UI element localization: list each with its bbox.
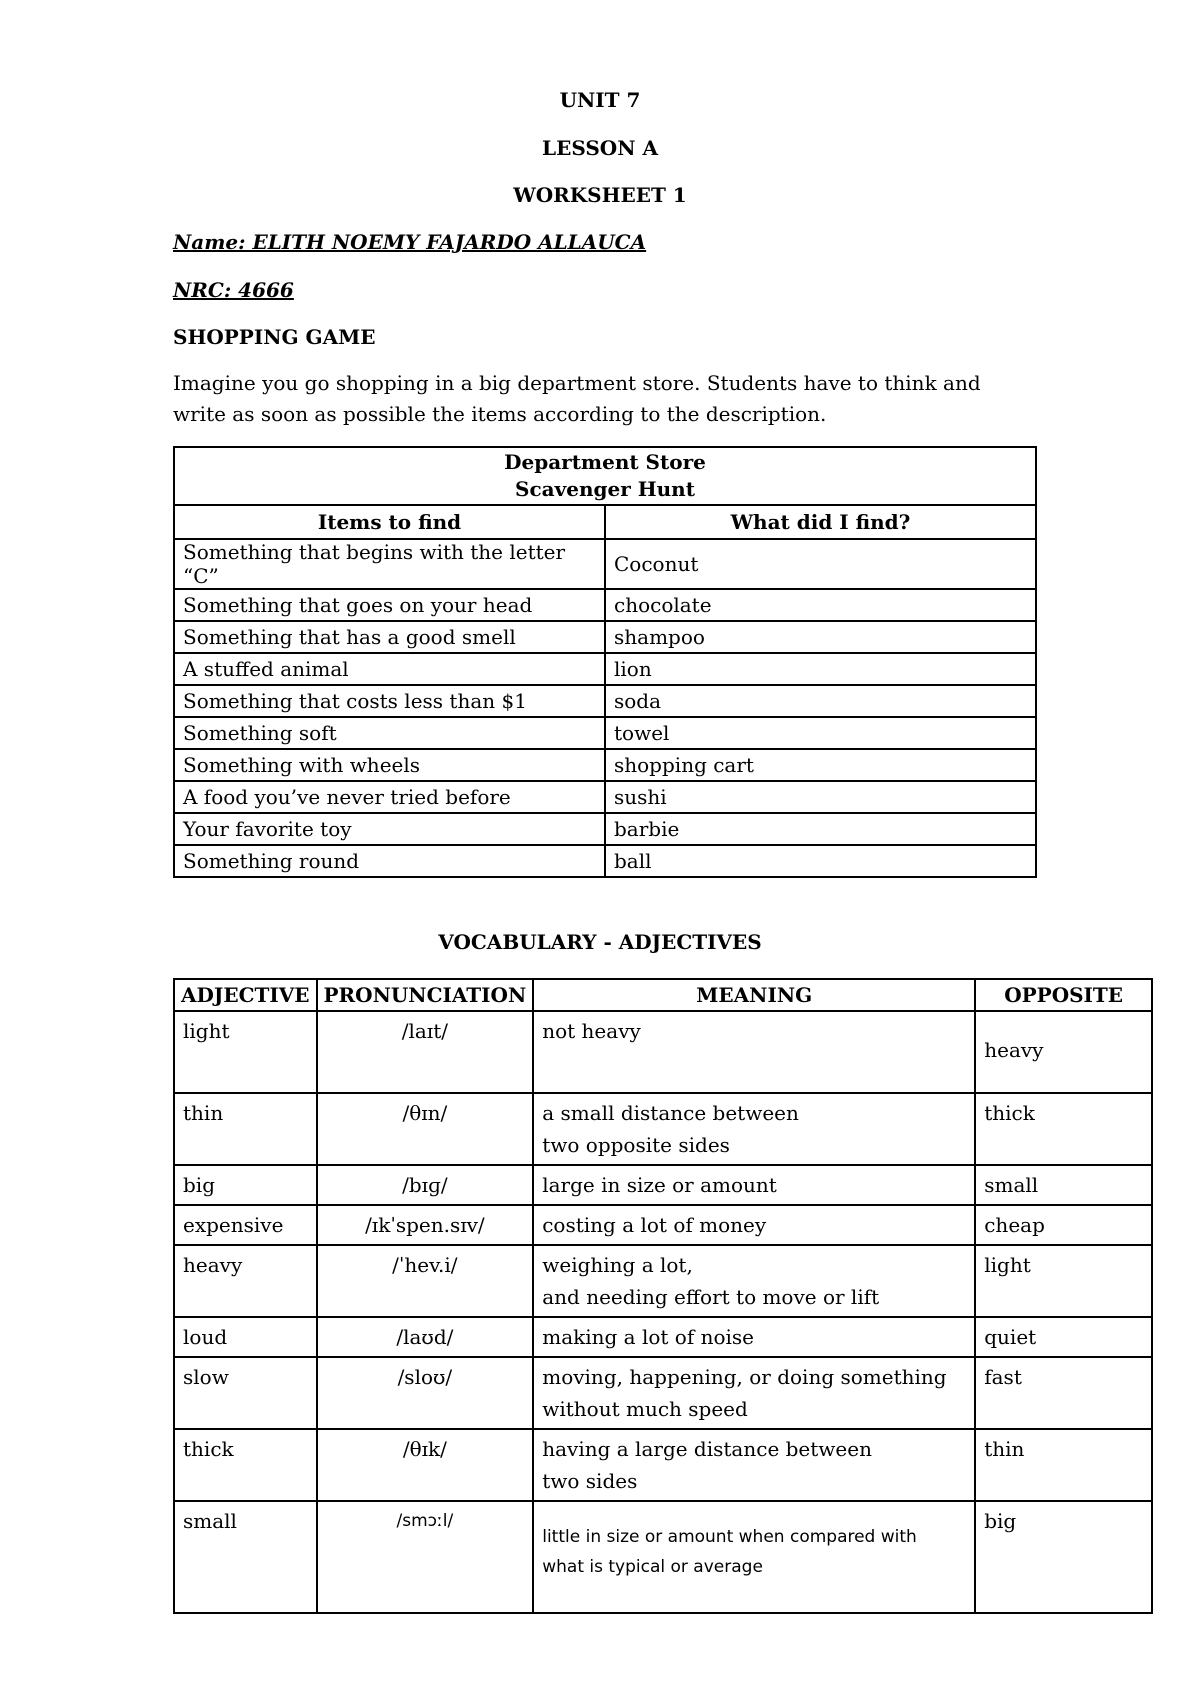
meaning-line: making a lot of noise [542, 1325, 755, 1349]
item-cell: Something that has a good smell [174, 621, 605, 653]
table-row [174, 749, 1036, 781]
meaning-line: what is typical or average [542, 1557, 763, 1577]
table-row [174, 1165, 1152, 1205]
pronunciation-cell: /smɔːl/ [317, 1501, 534, 1613]
meaning-line: costing a lot of money [542, 1213, 767, 1237]
scavenger-title [174, 447, 1036, 505]
found-cell: shampoo [605, 621, 1036, 653]
pronunciation-cell: /θɪn/ [317, 1093, 534, 1165]
meaning-line: having a large distance between [542, 1437, 872, 1461]
item-cell: A stuffed animal [174, 653, 605, 685]
adjective-cell: light [174, 1011, 317, 1093]
item-cell: Something soft [174, 717, 605, 749]
item-cell: Something with wheels [174, 749, 605, 781]
adjective-cell: loud [174, 1317, 317, 1357]
pronunciation-cell: /laɪt/ [317, 1011, 534, 1093]
unit-heading: UNIT 7 [559, 88, 641, 112]
table-row [174, 1501, 1152, 1613]
meaning-cell [533, 1357, 975, 1429]
col-what-did-i-find: What did I find? [605, 505, 1036, 539]
found-cell: soda [605, 685, 1036, 717]
opposite-cell: fast [975, 1357, 1152, 1429]
meaning-line: not heavy [542, 1019, 641, 1043]
scavenger-title-line1: Department Store [504, 450, 706, 474]
lesson-heading: LESSON A [542, 136, 658, 160]
pronunciation-cell: /ɪkˈspen.sɪv/ [317, 1205, 534, 1245]
found-cell: towel [605, 717, 1036, 749]
item-cell: Something round [174, 845, 605, 877]
meaning-line: weighing a lot, [542, 1253, 693, 1277]
adjective-cell: small [174, 1501, 317, 1613]
item-cell: Something that goes on your head [174, 589, 605, 621]
scavenger-title-line2: Scavenger Hunt [515, 477, 695, 501]
meaning-cell [533, 1245, 975, 1317]
vocabulary-table [173, 978, 1153, 1614]
adjective-cell: thin [174, 1093, 317, 1165]
opposite-cell: heavy [975, 1011, 1152, 1093]
meaning-line: large in size or amount [542, 1173, 777, 1197]
table-row [174, 781, 1036, 813]
table-row [174, 717, 1036, 749]
found-cell: shopping cart [605, 749, 1036, 781]
col-meaning: MEANING [533, 979, 975, 1011]
found-cell: Coconut [605, 539, 1036, 589]
table-row [174, 685, 1036, 717]
found-cell: sushi [605, 781, 1036, 813]
pronunciation-cell: /sloʊ/ [317, 1357, 534, 1429]
meaning-line: without much speed [542, 1397, 748, 1421]
col-pronunciation: PRONUNCIATION [317, 979, 534, 1011]
col-adjective: ADJECTIVE [174, 979, 317, 1011]
meaning-line: little in size or amount when compared with [542, 1527, 917, 1547]
table-row [174, 653, 1036, 685]
meaning-cell [533, 1165, 975, 1205]
table-row [174, 1205, 1152, 1245]
vocab-title: VOCABULARY - ADJECTIVES [438, 930, 762, 954]
meaning-cell [533, 1011, 975, 1093]
found-cell: lion [605, 653, 1036, 685]
table-row [174, 1317, 1152, 1357]
opposite-cell: big [975, 1501, 1152, 1613]
table-row [174, 845, 1036, 877]
opposite-cell: cheap [975, 1205, 1152, 1245]
adjective-cell: expensive [174, 1205, 317, 1245]
scavenger-hunt-table [173, 446, 1037, 878]
table-row [174, 589, 1036, 621]
section-title: SHOPPING GAME [173, 325, 376, 349]
item-cell: Something that costs less than $1 [174, 685, 605, 717]
pronunciation-cell: /bɪɡ/ [317, 1165, 534, 1205]
meaning-cell [533, 1317, 975, 1357]
meaning-cell [533, 1093, 975, 1165]
adjective-cell: thick [174, 1429, 317, 1501]
adjective-cell: heavy [174, 1245, 317, 1317]
table-row [174, 1357, 1152, 1429]
meaning-line: two sides [542, 1469, 638, 1493]
table-row [174, 813, 1036, 845]
pronunciation-cell: /laʊd/ [317, 1317, 534, 1357]
opposite-cell: thick [975, 1093, 1152, 1165]
meaning-line: a small distance between [542, 1101, 799, 1125]
table-row [174, 539, 1036, 589]
opposite-cell: small [975, 1165, 1152, 1205]
item-cell: A food you’ve never tried before [174, 781, 605, 813]
table-row [174, 621, 1036, 653]
item-cell: Your favorite toy [174, 813, 605, 845]
table-row [174, 1429, 1152, 1501]
meaning-cell [533, 1501, 975, 1613]
pronunciation-cell: /ˈhev.i/ [317, 1245, 534, 1317]
meaning-cell [533, 1205, 975, 1245]
meaning-line: two opposite sides [542, 1133, 730, 1157]
opposite-cell: light [975, 1245, 1152, 1317]
found-cell: ball [605, 845, 1036, 877]
pronunciation-cell: /θɪk/ [317, 1429, 534, 1501]
table-row [174, 1245, 1152, 1317]
found-cell: barbie [605, 813, 1036, 845]
col-items-to-find: Items to find [174, 505, 605, 539]
table-row [174, 1093, 1152, 1165]
meaning-line: and needing effort to move or lift [542, 1285, 880, 1309]
intro-paragraph: Imagine you go shopping in a big department store. Students have to think and write as soon as possible the items according to the description. [173, 371, 981, 426]
meaning-cell [533, 1429, 975, 1501]
found-cell: chocolate [605, 589, 1036, 621]
nrc-number: NRC: 4666 [173, 278, 294, 302]
opposite-cell: thin [975, 1429, 1152, 1501]
meaning-line: moving, happening, or doing something [542, 1365, 947, 1389]
student-name: Name: ELITH NOEMY FAJARDO ALLAUCA [173, 230, 647, 254]
adjective-cell: big [174, 1165, 317, 1205]
opposite-cell: quiet [975, 1317, 1152, 1357]
adjective-cell: slow [174, 1357, 317, 1429]
table-row [174, 1011, 1152, 1093]
worksheet-heading: WORKSHEET 1 [513, 183, 687, 207]
col-opposite: OPPOSITE [975, 979, 1152, 1011]
item-cell: Something that begins with the letter “C” [174, 539, 605, 589]
